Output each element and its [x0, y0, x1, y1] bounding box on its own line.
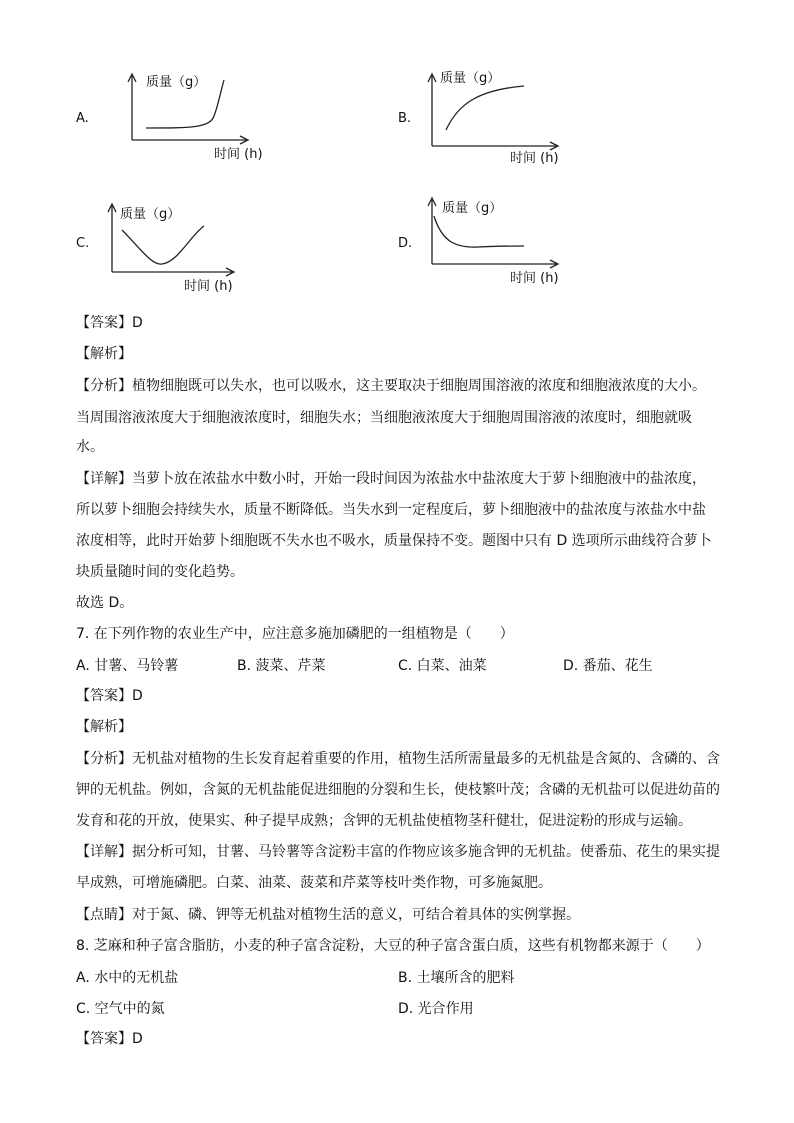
x-axis-label: 时间 (h) — [214, 147, 263, 162]
q6-xiangjie-line: 块质量随时间的变化趋势。 — [76, 564, 244, 580]
x-axis-label: 时间 (h) — [510, 151, 559, 166]
q6-analysis-heading: 【解析】 — [76, 346, 132, 362]
option-letter: C. — [76, 236, 90, 251]
graph-b — [420, 64, 580, 168]
option-letter: B. — [398, 111, 412, 126]
y-axis-label: 质量（g） — [440, 71, 501, 86]
q7-dianjing: 【点睛】对于氮、磷、钾等无机盐对植物生活的意义，可结合着具体的实例掌握。 — [76, 907, 580, 923]
curve-decline-plateau — [434, 216, 524, 247]
q6-fenxi-line: 水。 — [76, 439, 104, 455]
graph-c — [100, 196, 260, 296]
curve-saturating — [446, 86, 524, 130]
q7-answer: 【答案】D — [76, 688, 143, 704]
q8-option-c: C. 空气中的氮 — [76, 1001, 165, 1017]
q7-options — [0, 655, 794, 675]
q7-option-b: B. 菠菜、芹菜 — [237, 658, 326, 674]
q6-xiangjie-line: 所以萝卜细胞会持续失水，质量不断降低。当失水到一定程度后，萝卜细胞液中的盐浓度与浓盐水中盐 — [76, 502, 706, 518]
q6-xiangjie-line: 【详解】当萝卜放在浓盐水中数小时，开始一段时间因为浓盐水中盐浓度大于萝卜细胞液中的盐浓度， — [76, 471, 706, 487]
y-axis-label: 质量（g） — [120, 207, 181, 222]
x-axis-label: 时间 (h) — [184, 279, 233, 294]
y-axis-label: 质量（g） — [442, 201, 503, 216]
q6-answer: 【答案】D — [76, 315, 143, 331]
graph-a — [120, 66, 280, 162]
q7-option-a: A. 甘薯、马铃薯 — [76, 658, 179, 674]
q8-option-a: A. 水中的无机盐 — [76, 970, 179, 986]
q8-stem: 8. 芝麻和种子富含脂肪，小麦的种子富含淀粉，大豆的种子富含蛋白质，这些有机物都来源于（ ） — [76, 938, 710, 954]
q6-fenxi-line: 【分析】植物细胞既可以失水，也可以吸水，这主要取决于细胞周围溶液的浓度和细胞液浓度的大小。 — [76, 378, 706, 394]
q8-options-row2 — [0, 998, 794, 1018]
x-axis-label: 时间 (h) — [510, 271, 559, 286]
graph-d — [420, 192, 580, 290]
q7-fenxi-line: 【分析】无机盐对植物的生长发育起着重要的作用，植物生活所需量最多的无机盐是含氮的、含磷的、含 — [76, 751, 720, 767]
q7-option-c: C. 白菜、油菜 — [398, 658, 487, 674]
option-letter: A. — [76, 111, 89, 126]
q6-xiangjie-line: 浓度相等，此时开始萝卜细胞既不失水也不吸水，质量保持不变。题图中只有 D 选项所示曲线符合萝卜 — [76, 533, 712, 549]
q6-conclusion: 故选 D。 — [76, 595, 134, 611]
q7-option-d: D. 番茄、花生 — [563, 658, 653, 674]
q8-options-row1 — [0, 967, 794, 987]
q8-option-b: B. 土壤所含的肥料 — [398, 970, 515, 986]
q7-xiangjie-line: 【详解】据分析可知，甘薯、马铃薯等含淀粉丰富的作物应该多施含钾的无机盐。使番茄、花生的果实提 — [76, 844, 720, 860]
q8-option-d: D. 光合作用 — [398, 1001, 474, 1017]
q8-answer: 【答案】D — [76, 1031, 143, 1047]
option-letter: D. — [398, 236, 413, 251]
q7-fenxi-line: 发育和花的开放，使果实、种子提早成熟；含钾的无机盐使植物茎秆健壮，促进淀粉的形成与运输。 — [76, 813, 692, 829]
q6-fenxi-line: 当周围溶液浓度大于细胞液浓度时，细胞失水；当细胞液浓度大于细胞周围溶液的浓度时，细胞就吸 — [76, 410, 692, 426]
q7-xiangjie-line: 早成熟，可增施磷肥。白菜、油菜、菠菜和芹菜等枝叶类作物，可多施氮肥。 — [76, 875, 552, 891]
q7-analysis-heading: 【解析】 — [76, 719, 132, 735]
q7-stem: 7. 在下列作物的农业生产中，应注意多施加磷肥的一组植物是（ ） — [76, 626, 514, 642]
curve-u-shape — [122, 226, 204, 264]
q7-fenxi-line: 钾的无机盐。例如，含氮的无机盐能促进细胞的分裂和生长，使枝繁叶茂；含磷的无机盐可以促进幼苗的 — [76, 782, 720, 798]
y-axis-label: 质量（g） — [146, 75, 207, 90]
